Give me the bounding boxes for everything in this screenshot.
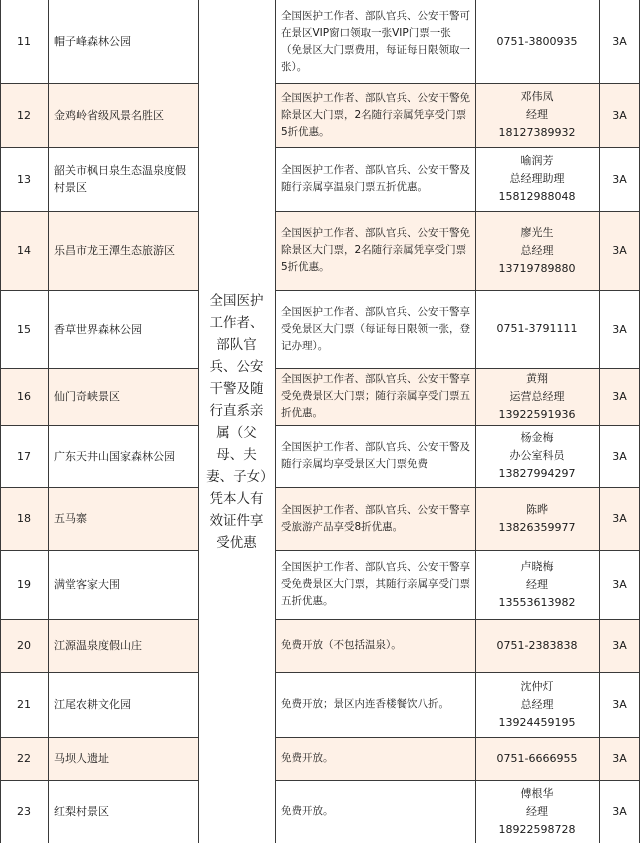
scenic-spot-name	[48, 672, 198, 737]
column-divider	[475, 0, 476, 843]
row-number	[0, 425, 48, 487]
discount-offer	[275, 737, 475, 780]
rating-level-text: 3A	[612, 108, 627, 122]
column-divider	[599, 0, 600, 843]
scenic-spot-name-text: 香草世界森林公园	[54, 322, 142, 336]
contact-phone: 13826359977	[498, 520, 576, 534]
table-row	[0, 211, 640, 290]
contact-phone: 13827994297	[498, 467, 576, 480]
merged-policy-text: 全国医护工作者、部队官兵、公安干警及随行直系亲属（父母、夫妻、子女）凭本人有效证件享受优惠	[206, 292, 267, 551]
row-divider	[0, 672, 198, 673]
scenic-spot-name-text: 马坝人遗址	[54, 752, 109, 765]
scenic-spot-name	[48, 619, 198, 672]
discount-offer-text: 全国医护工作者、部队官兵、公安干警享受旅游产品享受8折优惠。	[281, 503, 470, 533]
column-divider	[275, 0, 276, 843]
contact-name: 陈晔	[526, 502, 548, 516]
contact-cell	[475, 487, 599, 550]
row-divider	[275, 290, 640, 291]
row-number-text: 20	[17, 639, 31, 652]
row-number	[0, 290, 48, 368]
scenic-spot-name	[48, 368, 198, 425]
row-divider	[275, 672, 640, 673]
rating-level-text: 3A	[612, 390, 627, 403]
discount-offer-text: 全国医护工作者、部队官兵、公安干警享受免景区大门票（每证每日限领一张，登记办理）。	[281, 305, 470, 352]
discount-offer-text: 全国医护工作者、部队官兵、公安干警享受免费景区大门票；随行亲属享受门票五折优惠。	[281, 373, 470, 419]
rating-level-text: 3A	[612, 449, 627, 463]
rating-level	[599, 780, 640, 843]
contact-cell	[475, 619, 599, 672]
contact-phone: 13924459195	[498, 715, 576, 729]
rating-level	[599, 487, 640, 550]
contact-phone: 13719789880	[498, 261, 576, 275]
row-number	[0, 147, 48, 211]
row-divider	[275, 211, 640, 212]
column-divider	[198, 0, 199, 843]
contact-cell	[475, 83, 599, 147]
scenic-spot-name	[48, 290, 198, 368]
table-row	[0, 780, 640, 843]
rating-level-text: 3A	[612, 805, 627, 818]
discount-offer-text: 免费开放。	[281, 752, 334, 764]
row-number	[0, 368, 48, 425]
row-number	[0, 672, 48, 737]
row-divider	[275, 368, 640, 369]
merged-policy-cell	[198, 0, 275, 843]
contact-title: 总经理助理	[509, 172, 565, 185]
rating-level-text: 3A	[612, 172, 627, 186]
contact-title: 总经理	[520, 243, 554, 257]
scenic-spot-name-text: 帽子峰森林公园	[54, 35, 131, 48]
discount-offer-text: 全国医护工作者、部队官兵、公安干警免除景区大门票，2名随行亲属凭享受门票5折优惠。	[281, 91, 470, 138]
scenic-spot-name	[48, 211, 198, 290]
row-divider	[0, 425, 198, 426]
scenic-spot-name-text: 江源温泉度假山庄	[54, 639, 142, 652]
contact-title: 经理	[526, 577, 548, 591]
row-divider	[275, 487, 640, 488]
rating-level-text: 3A	[612, 752, 627, 765]
table-row	[0, 550, 640, 619]
row-number-text: 15	[17, 322, 31, 336]
row-number-text: 17	[17, 449, 31, 463]
scenic-spot-name-text: 广东天井山国家森林公园	[54, 449, 175, 463]
discount-offer	[275, 425, 475, 487]
discount-offer-text: 免费开放；景区内连香楼餐饮八折。	[281, 698, 449, 710]
discount-offer	[275, 0, 475, 83]
contact-cell	[475, 211, 599, 290]
table-row	[0, 290, 640, 368]
contact-phone: 0751-3791111	[496, 322, 578, 335]
contact-cell	[475, 550, 599, 619]
rating-level	[599, 147, 640, 211]
rating-level	[599, 425, 640, 487]
row-divider	[0, 211, 198, 212]
row-divider	[0, 147, 198, 148]
discount-offer-text: 全国医护工作者、部队官兵、公安干警可在景区VIP窗口领取一张VIP门票一张（免景区大门票费用，每证每日限领取一张）。	[281, 9, 470, 73]
row-divider	[0, 368, 198, 369]
scenic-spot-name	[48, 737, 198, 780]
discount-offer-text: 全国医护工作者、部队官兵、公安干警免除景区大门票，2名随行亲属凭享受门票5折优惠。	[281, 227, 470, 273]
row-divider	[275, 83, 640, 84]
discount-offer	[275, 147, 475, 211]
contact-phone: 0751-2383838	[496, 638, 578, 652]
discount-offer	[275, 672, 475, 737]
rating-level-text: 3A	[612, 512, 627, 525]
row-number	[0, 487, 48, 550]
contact-cell	[475, 780, 599, 843]
row-divider	[275, 147, 640, 148]
rating-level-text: 3A	[612, 322, 627, 336]
contact-cell	[475, 0, 599, 83]
rating-level-text: 3A	[612, 578, 627, 591]
row-number	[0, 83, 48, 147]
row-number-text: 21	[17, 698, 31, 711]
discount-offer-text: 免费开放（不包括温泉）。	[281, 639, 402, 651]
table-row	[0, 487, 640, 550]
row-divider	[0, 619, 198, 620]
table-row	[0, 368, 640, 425]
contact-phone: 0751-6666955	[496, 751, 578, 765]
discount-offer	[275, 550, 475, 619]
row-divider	[0, 487, 198, 488]
row-number-text: 22	[17, 752, 31, 765]
contact-cell	[475, 290, 599, 368]
scenic-spot-name-text: 乐昌市龙王潭生态旅游区	[54, 244, 175, 257]
table-row	[0, 147, 640, 211]
contact-cell	[475, 672, 599, 737]
scenic-spot-name-text: 仙门奇峡景区	[54, 390, 120, 403]
rating-level	[599, 619, 640, 672]
contact-name: 杨金梅	[520, 431, 554, 444]
row-number	[0, 780, 48, 843]
scenic-spot-name	[48, 0, 198, 83]
rating-level	[599, 550, 640, 619]
discount-offer-text: 免费开放。	[281, 805, 334, 817]
scenic-spot-name	[48, 147, 198, 211]
contact-name: 邓伟凤	[520, 90, 554, 103]
rating-level	[599, 672, 640, 737]
row-number	[0, 619, 48, 672]
contact-title: 办公室科员	[509, 449, 565, 462]
discount-offer-text: 全国医护工作者、部队官兵、公安干警及随行亲属享温泉门票五折优惠。	[281, 164, 470, 193]
rating-level	[599, 0, 640, 83]
contact-phone: 13922591936	[498, 407, 576, 421]
row-divider	[0, 780, 198, 781]
table-row	[0, 83, 640, 147]
scenic-spot-name-text: 红梨村景区	[54, 805, 109, 818]
discount-offer	[275, 619, 475, 672]
column-divider	[0, 0, 1, 843]
rating-level-text: 3A	[612, 639, 627, 652]
table-row	[0, 425, 640, 487]
row-number-text: 16	[17, 390, 31, 403]
scenic-spot-name-text: 满堂客家大围	[54, 578, 120, 591]
table-row	[0, 737, 640, 780]
contact-title: 经理	[526, 108, 548, 121]
contact-cell	[475, 737, 599, 780]
contact-cell	[475, 147, 599, 211]
row-number	[0, 550, 48, 619]
rating-level	[599, 211, 640, 290]
scenic-spot-name	[48, 425, 198, 487]
rating-level-text: 3A	[612, 698, 627, 711]
contact-name: 喻润芳	[520, 154, 554, 167]
table-row	[0, 0, 640, 83]
column-divider	[48, 0, 49, 843]
contact-phone: 0751-3800935	[496, 34, 578, 48]
scenic-spot-name	[48, 780, 198, 843]
contact-title: 经理	[526, 804, 548, 818]
contact-title: 总经理	[520, 697, 554, 711]
row-divider	[0, 290, 198, 291]
discount-offer	[275, 368, 475, 425]
row-divider	[275, 425, 640, 426]
scenic-spot-name	[48, 83, 198, 147]
row-divider	[0, 550, 198, 551]
discount-offer	[275, 211, 475, 290]
contact-name: 廖光生	[520, 225, 554, 239]
scenic-spot-name-text: 金鸡岭省级风景名胜区	[54, 108, 164, 122]
row-number-text: 11	[17, 35, 31, 48]
scenic-spot-name-text: 韶关市枫日泉生态温泉度假村景区	[54, 164, 186, 194]
contact-name: 黄翔	[526, 371, 548, 385]
contact-name: 傅根华	[520, 786, 554, 800]
contact-name: 沈仲灯	[520, 679, 554, 693]
contact-name: 卢晓梅	[520, 559, 554, 573]
contact-title: 运营总经理	[509, 389, 565, 403]
row-number	[0, 0, 48, 83]
row-divider	[275, 780, 640, 781]
row-number-text: 18	[17, 512, 31, 525]
scenic-spot-name-text: 五马寨	[54, 512, 87, 525]
discount-offer	[275, 290, 475, 368]
row-number-text: 23	[17, 805, 31, 818]
contact-cell	[475, 368, 599, 425]
contact-phone: 18922598728	[498, 822, 576, 836]
row-divider	[275, 550, 640, 551]
row-number-text: 19	[17, 578, 31, 591]
contact-phone: 13553613982	[498, 595, 576, 609]
rating-level-text: 3A	[612, 244, 627, 257]
scenic-spot-name-text: 江尾农耕文化园	[54, 698, 131, 711]
row-divider	[0, 83, 198, 84]
row-divider	[0, 737, 198, 738]
discount-offer	[275, 780, 475, 843]
rating-level-text: 3A	[612, 35, 627, 48]
scenic-spot-name	[48, 550, 198, 619]
discount-offer-text: 全国医护工作者、部队官兵、公安干警及随行亲属均享受景区大门票免费	[281, 441, 470, 470]
table-row	[0, 619, 640, 672]
row-number-text: 12	[17, 108, 31, 122]
row-number	[0, 211, 48, 290]
row-number-text: 13	[17, 172, 31, 186]
discount-offer-text: 全国医护工作者、部队官兵、公安干警享受免费景区大门票，其随行亲属享受门票五折优惠。	[281, 561, 470, 607]
rating-level	[599, 290, 640, 368]
rating-level	[599, 368, 640, 425]
contact-phone: 18127389932	[498, 126, 576, 139]
contact-phone: 15812988048	[498, 190, 576, 203]
contact-cell	[475, 425, 599, 487]
table-row	[0, 672, 640, 737]
discount-offer	[275, 487, 475, 550]
rating-level	[599, 737, 640, 780]
row-divider	[275, 737, 640, 738]
row-number	[0, 737, 48, 780]
discount-offer	[275, 83, 475, 147]
scenic-spot-name	[48, 487, 198, 550]
row-divider	[275, 619, 640, 620]
row-number-text: 14	[17, 244, 31, 257]
rating-level	[599, 83, 640, 147]
